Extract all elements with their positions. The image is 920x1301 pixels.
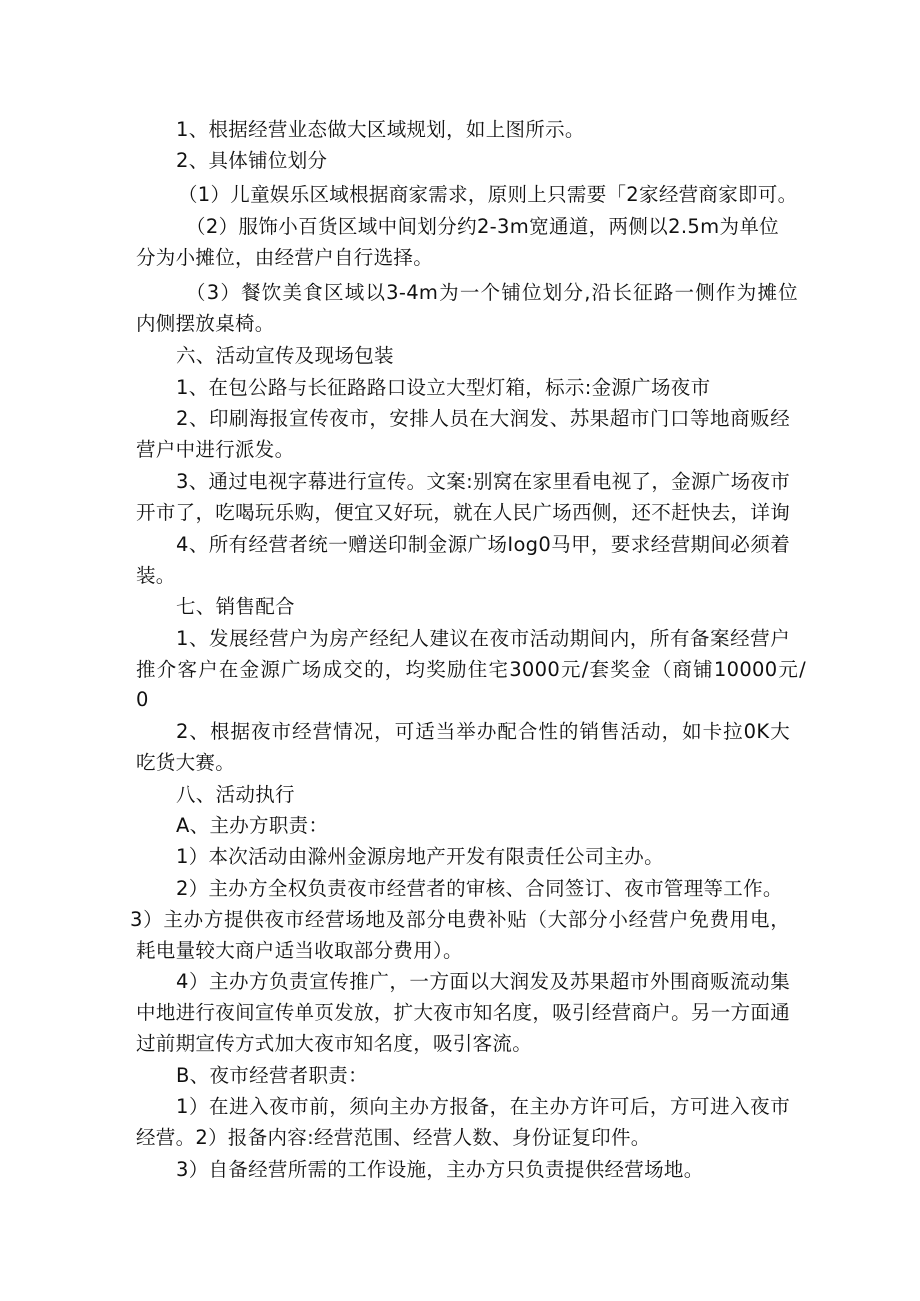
text-line-12: 3、通过电视字幕进行宣传。文案:别窝在家里看电视了，金源广场夜市 — [176, 470, 790, 493]
text-line-15: 装。 — [136, 564, 176, 587]
text-line-29: 中地进行夜间宣传单页发放，扩大夜市知名度，吸引经营商户。另一方面通 — [136, 1001, 790, 1024]
text-line-32: 1）在进入夜市前，须向主办方报备，在主办方许可后，方可进入夜市 — [176, 1095, 790, 1118]
text-line-11: 营户中进行派发。 — [136, 438, 295, 461]
text-line-1: 1、根据经营业态做大区域规划，如上图所示。 — [176, 118, 585, 141]
text-line-18: 推介客户在金源广场成交的，均奖励住宅3000元/套奖金（商铺10000元/ — [136, 658, 806, 681]
text-line-2: 2、具体铺位划分 — [176, 149, 328, 172]
text-line-4: （2）服饰小百货区域中间划分约2-3m宽通道，两侧以2.5m为单位 — [186, 215, 779, 238]
section-heading-7: 七、销售配合 — [176, 595, 295, 618]
text-line-26: 3）主办方提供夜市经营场地及部分电费补贴（大部分小经营户免费用电， — [130, 908, 790, 931]
text-line-23: A、主办方职责： — [176, 814, 329, 837]
text-line-17: 1、发展经营户为房产经纪人建议在夜市活动期间内，所有备案经营户 — [176, 627, 790, 650]
text-line-25: 2）主办方全权负责夜市经营者的审核、合同签订、夜市管理等工作。 — [176, 877, 783, 900]
text-line-33: 经营。2）报备内容:经营范围、经营人数、身份证复印件。 — [136, 1126, 651, 1149]
text-line-30: 过前期宣传方式加大夜市知名度，吸引客流。 — [136, 1032, 533, 1055]
text-line-7: 内侧摆放桌椅。 — [136, 312, 275, 335]
text-line-19: 0 — [136, 688, 149, 711]
text-line-28: 4）主办方负责宣传推广，一方面以大润发及苏果超市外围商贩流动集 — [176, 970, 790, 993]
text-line-9: 1、在包公路与长征路路口设立大型灯箱，标示:金源广场夜市 — [176, 376, 711, 399]
text-line-5: 分为小摊位，由经营户自行选择。 — [136, 246, 434, 269]
text-line-14: 4、所有经营者统一赠送印制金源广场Iog0马甲，要求经营期间必须着 — [176, 533, 790, 556]
text-line-31: B、夜市经营者职责： — [176, 1064, 368, 1087]
text-line-27: 耗电量较大商户适当收取部分费用）。 — [136, 939, 463, 962]
section-heading-6: 六、活动宣传及现场包装 — [176, 344, 394, 367]
section-heading-8: 八、活动执行 — [176, 783, 295, 806]
text-line-10: 2、印刷海报宣传夜市，安排人员在大润发、苏果超市门口等地商贩经 — [176, 407, 790, 430]
text-line-20: 2、根据夜市经营情况，可适当举办配合性的销售活动，如卡拉0K大 — [176, 720, 790, 743]
text-line-21: 吃货大赛。 — [136, 751, 236, 774]
text-line-34: 3）自备经营所需的工作设施，主办方只负责提供经营场地。 — [176, 1158, 704, 1181]
text-line-3: （1）儿童娱乐区域根据商家需求，原则上只需要「2家经营商家即可。 — [178, 183, 798, 206]
text-line-24: 1）本次活动由滁州金源房地产开发有限责任公司主办。 — [176, 845, 664, 868]
text-line-13: 开市了，吃喝玩乐购，便宜又好玩，就在人民广场西侧，还不赶快去，详询 — [136, 501, 790, 524]
text-line-6: （3）餐饮美食区域以3-4m为一个铺位划分,沿长征路一侧作为摊位 — [186, 281, 798, 304]
